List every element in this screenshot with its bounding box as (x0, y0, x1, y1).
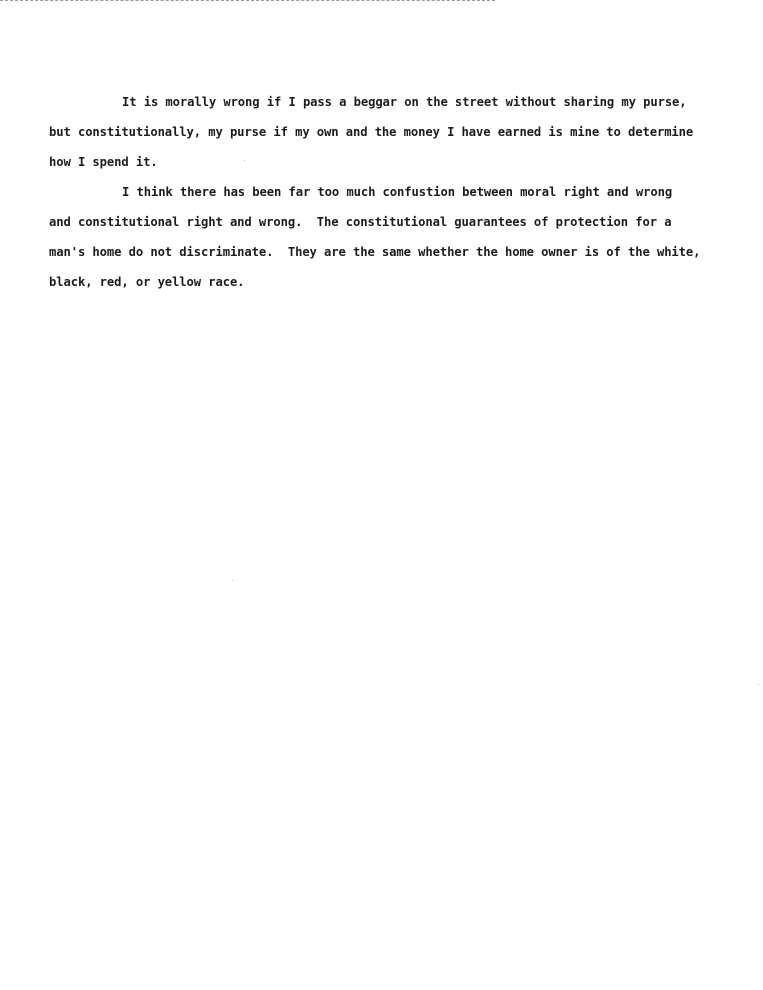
scan-speck (244, 160, 245, 161)
page-edge-dashes (0, 0, 495, 1)
text-line: man's home do not discriminate. They are the same whether the home owner is of the white, (49, 245, 701, 259)
document-body (49, 87, 729, 297)
paragraph-2 (49, 177, 729, 297)
text-line: I think there has been far too much confustion between moral right and wrong (122, 185, 673, 199)
text-line: and constitutional right and wrong. The constitutional guarantees of protection for a (49, 215, 672, 229)
paragraph-1 (49, 87, 729, 177)
scan-speck (758, 684, 759, 685)
scan-speck (232, 580, 233, 581)
text-line: It is morally wrong if I pass a beggar on the street without sharing my purse, (122, 95, 687, 109)
text-line: but constitutionally, my purse if my own and the money I have earned is mine to determine (49, 125, 694, 139)
text-line: black, red, or yellow race. (49, 275, 245, 289)
text-line: how I spend it. (49, 155, 158, 169)
